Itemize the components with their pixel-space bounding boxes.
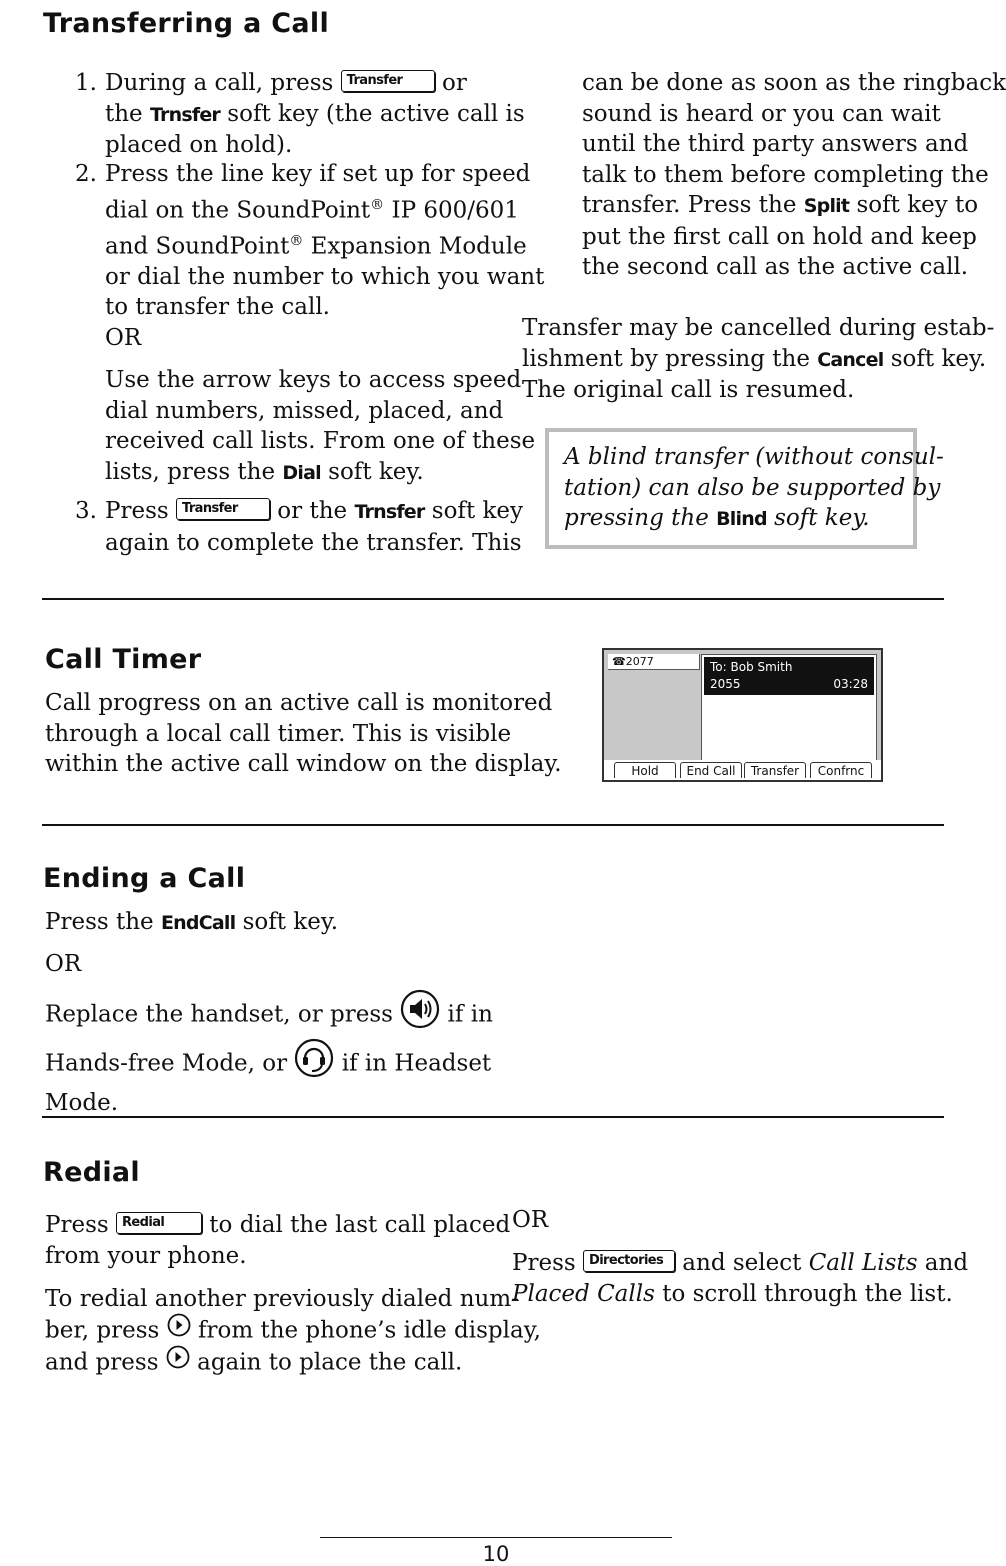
- text-line: [564, 503, 899, 535]
- section-heading-transfer: Transferring a Call: [43, 8, 330, 39]
- call-timer: 03:28: [833, 677, 868, 691]
- text-line: [105, 68, 525, 99]
- transfer-cancel-text: [522, 313, 994, 406]
- text-run: the: [105, 100, 150, 127]
- text-run: if in Headset: [334, 1049, 492, 1076]
- text-run: soft key.: [320, 458, 424, 485]
- line-indicator: ☎2077: [608, 654, 700, 670]
- step-number: 1.: [75, 70, 97, 96]
- section-divider: [42, 1116, 944, 1118]
- text-run: Replace the handset, or press: [45, 1001, 401, 1028]
- softkey-hold: Hold: [614, 762, 676, 778]
- text-line: [45, 1088, 493, 1119]
- footer-rule: [320, 1537, 672, 1538]
- text-line: [522, 344, 994, 376]
- ending-text-1: [45, 907, 338, 939]
- text-run: put the first call on hold and keep: [582, 223, 977, 250]
- arrow-right-icon: [166, 1345, 190, 1378]
- softkey-name: Cancel: [817, 348, 884, 371]
- step-number: 3.: [75, 498, 97, 524]
- step-number: 2.: [75, 161, 97, 187]
- text-run: Expansion Module: [303, 233, 527, 260]
- text-run: to transfer the call.: [105, 294, 330, 321]
- registered-mark: ®: [370, 196, 385, 213]
- text-run: again to complete the transfer. This: [105, 529, 522, 556]
- text-line: [522, 375, 994, 406]
- transfer-alt-text: [105, 365, 535, 488]
- text-line: [45, 1284, 541, 1315]
- text-run: tation) can also be supported by: [564, 474, 941, 501]
- text-run: During a call, press: [105, 70, 341, 96]
- ending-text-2: [45, 991, 493, 1119]
- hard-key-directories: Directories: [583, 1250, 675, 1272]
- text-run: through a local call timer. This is visible: [45, 720, 512, 747]
- text-run: and press: [45, 1349, 166, 1376]
- section-divider: [42, 824, 944, 826]
- text-line: [45, 1347, 541, 1380]
- text-run: dial numbers, missed, placed, and: [105, 397, 504, 424]
- text-run: Call progress on an active call is monitored: [45, 690, 553, 716]
- text-line: [582, 129, 1006, 160]
- softkey-name: Trnsfer: [354, 501, 425, 523]
- text-run: Press the: [45, 909, 161, 935]
- softkey-bar: [604, 760, 881, 780]
- text-line: [45, 1315, 541, 1348]
- softkey-end-call: End Call: [680, 762, 742, 778]
- text-run: soft key to: [849, 192, 979, 218]
- redial-text-1: [45, 1210, 510, 1271]
- text-line: [105, 365, 535, 396]
- softkey-name: Dial: [282, 461, 321, 484]
- text-line: [105, 159, 544, 190]
- text-run: until the third party answers and: [582, 131, 969, 157]
- text-line: [45, 719, 562, 750]
- text-line: [45, 688, 562, 719]
- call-party: To: Bob Smith: [710, 660, 793, 674]
- text-line: [45, 1210, 510, 1241]
- text-line: [45, 749, 562, 780]
- text-run: or the: [270, 498, 355, 524]
- softkey-transfer: Transfer: [744, 762, 806, 778]
- text-line: [105, 426, 535, 457]
- step-text: [105, 496, 523, 558]
- text-line: [45, 907, 338, 939]
- text-line: [45, 1040, 493, 1089]
- text-run: received call lists. From one of these: [105, 428, 536, 454]
- section-heading-redial: Redial: [43, 1157, 140, 1188]
- text-run: Press: [512, 1250, 583, 1276]
- section-heading-ending: Ending a Call: [43, 863, 246, 894]
- softkey-name: Trnsfer: [149, 103, 220, 126]
- call-number: 2055: [710, 677, 741, 691]
- transfer-step-2: [71, 159, 545, 321]
- text-run: To redial another previously dialed num-: [45, 1286, 519, 1312]
- text-run: to scroll through the list.: [654, 1280, 953, 1307]
- text-line: [105, 496, 523, 528]
- hard-key-transfer: Transfer: [176, 498, 270, 520]
- text-run: lists, press the: [105, 458, 283, 485]
- text-run: can be done as soon as the ringback: [582, 70, 1006, 96]
- phone-display-screenshot: [602, 648, 883, 782]
- registered-mark: ®: [289, 232, 304, 249]
- text-line: [105, 190, 544, 226]
- text-line: [45, 1241, 510, 1272]
- text-run: and select: [675, 1250, 809, 1276]
- text-line: [512, 1279, 968, 1310]
- text-run: pressing the: [564, 505, 717, 531]
- hard-key-redial: Redial: [116, 1212, 202, 1234]
- text-run: if in: [440, 1001, 493, 1028]
- text-line: [105, 396, 535, 427]
- arrow-right-icon: [167, 1313, 191, 1346]
- or-label: OR: [105, 325, 142, 351]
- text-line: [582, 99, 1006, 130]
- text-run: soft key: [424, 498, 524, 524]
- text-run: soft key (the active call is: [220, 100, 525, 127]
- softkey-name: EndCall: [160, 912, 236, 934]
- text-run: IP 600/601: [384, 197, 519, 224]
- active-call-highlight: [704, 657, 874, 695]
- redial-text-3: [512, 1248, 968, 1309]
- text-run: again to place the call.: [189, 1349, 463, 1376]
- text-run: lishment by pressing the: [522, 345, 818, 372]
- text-line: [582, 160, 1006, 191]
- text-run: Press the line key if set up for speed: [105, 161, 531, 187]
- text-run: Hands-free Mode, or: [45, 1049, 295, 1076]
- transfer-step-3-continued: [582, 68, 1006, 283]
- text-run: sound is heard or you can wait: [582, 100, 941, 127]
- transfer-step-3: [71, 496, 524, 561]
- text-run: Mode.: [45, 1090, 119, 1116]
- section-heading-call-timer: Call Timer: [45, 644, 202, 675]
- text-run: placed on hold).: [105, 132, 293, 158]
- text-run: within the active call window on the display.: [45, 751, 562, 777]
- or-label: OR: [512, 1207, 549, 1233]
- text-run: A blind transfer (without consul-: [564, 444, 944, 470]
- text-run: and: [917, 1250, 969, 1276]
- or-label: OR: [45, 951, 82, 977]
- text-run: ber, press: [45, 1316, 167, 1343]
- step-text: [105, 68, 525, 161]
- text-line: [105, 130, 525, 161]
- text-run: soft key.: [235, 909, 339, 935]
- softkey-name: Blind: [716, 508, 767, 530]
- phone-icon: ☎: [612, 655, 626, 668]
- text-run: or: [434, 70, 467, 96]
- softkey-name: Split: [803, 195, 850, 217]
- redial-text-2: [45, 1284, 541, 1380]
- softkey-conference: Confrnc: [810, 762, 872, 778]
- text-run: the second call as the active call.: [582, 254, 969, 280]
- text-line: [105, 292, 544, 323]
- headset-icon: [294, 1038, 334, 1087]
- call-timer-text: [45, 688, 562, 780]
- emphasis-text: Placed Calls: [512, 1280, 655, 1307]
- text-run: Press: [105, 498, 176, 524]
- text-run: and SoundPoint: [105, 233, 290, 260]
- text-line: [564, 442, 944, 473]
- text-run: to dial the last call placed: [202, 1212, 511, 1238]
- text-run: Use the arrow keys to access speed: [105, 367, 522, 393]
- text-line: [582, 68, 1006, 99]
- text-run: Transfer may be cancelled during estab-: [522, 315, 995, 341]
- emphasis-text: Call Lists: [808, 1250, 918, 1276]
- text-run: from the phone’s idle display,: [190, 1316, 541, 1343]
- transfer-step-1: [71, 68, 525, 163]
- text-line: [105, 262, 544, 293]
- text-line: [105, 99, 525, 131]
- text-run: or dial the number to which you want: [105, 263, 545, 290]
- text-line: [45, 991, 493, 1040]
- text-run: dial on the SoundPoint: [105, 197, 371, 224]
- speaker-icon: [400, 989, 440, 1038]
- text-run: soft key.: [766, 505, 870, 531]
- text-run: The original call is resumed.: [522, 377, 855, 403]
- text-line: [522, 313, 994, 344]
- step-text: [105, 159, 544, 323]
- active-call-window: [701, 654, 877, 762]
- hard-key-transfer: Transfer: [341, 70, 435, 92]
- text-run: Press: [45, 1212, 116, 1238]
- text-run: talk to them before completing the: [582, 161, 989, 188]
- text-run: from your phone.: [45, 1242, 247, 1269]
- text-line: [512, 1248, 968, 1279]
- blind-transfer-note: [545, 428, 944, 549]
- text-line: [582, 222, 1006, 253]
- text-line: [105, 528, 523, 559]
- text-run: transfer. Press the: [582, 192, 804, 218]
- text-line: [105, 457, 535, 489]
- text-line: [582, 190, 1006, 222]
- text-line: [105, 226, 544, 262]
- section-divider: [42, 598, 944, 600]
- page-number: 10: [482, 1542, 510, 1566]
- text-line: [564, 473, 941, 504]
- text-run: soft key.: [883, 345, 987, 372]
- text-line: [582, 252, 1006, 283]
